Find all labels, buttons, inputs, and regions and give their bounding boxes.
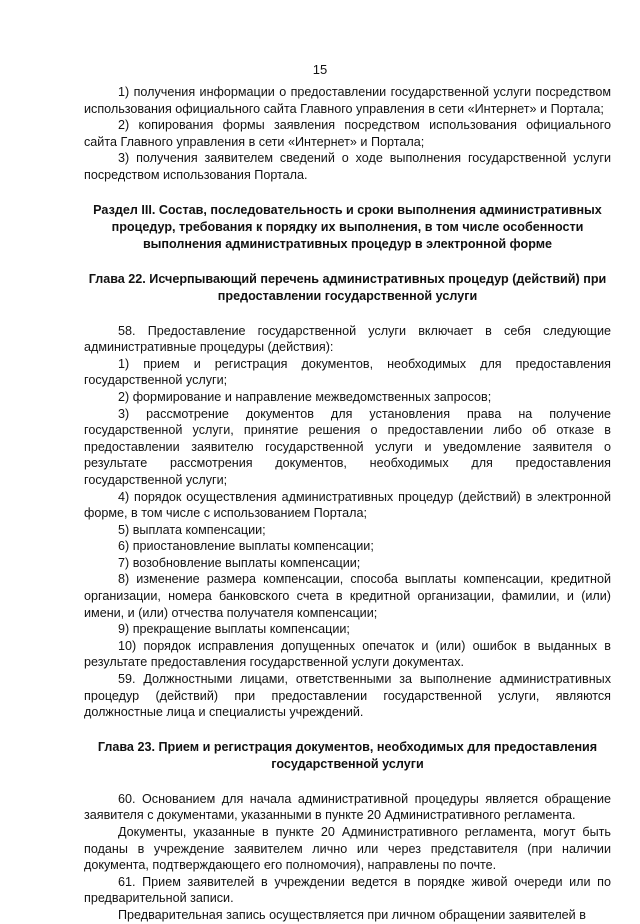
chapter-heading: Глава 22. Исчерпывающий перечень административных процедур (действий) при предоставлении государственной услуги bbox=[88, 271, 607, 303]
list-item: 9) прекращение выплаты компенсации; bbox=[118, 622, 350, 637]
list-item: 6) приостановление выплаты компенсации; bbox=[118, 539, 374, 554]
list-item: 8) изменение размера компенсации, способа выплаты компенсации, кредитной организации, номера банковского счета в кредитной организации, фамилии, и (или) имени, и (или) отчества получателя компенсации; bbox=[84, 572, 611, 620]
section-heading: Раздел III. Состав, последовательность и сроки выполнения административных процедур, требования к порядку их выполнения, в том числе особенности выполнения административных процедур в электронной форме bbox=[93, 202, 602, 251]
chapter-heading: Глава 23. Прием и регистрация документов, необходимых для предоставления государственной услуги bbox=[97, 739, 598, 771]
list-item: 7) возобновление выплаты компенсации; bbox=[118, 555, 361, 570]
list-item: 5) выплата компенсации; bbox=[118, 522, 266, 537]
paragraph: 58. Предоставление государственной услуги включает в себя следующие административные процедуры (действия): bbox=[84, 323, 611, 355]
document-body bbox=[84, 84, 611, 924]
intro-item: 3) получения заявителем сведений о ходе выполнения государственной услуги посредством использования Портала. bbox=[84, 151, 611, 182]
intro-item: 2) копирования формы заявления посредством использования официального сайта Главного управления в сети «Интернет» и Портала; bbox=[84, 118, 611, 149]
paragraph: 61. Прием заявителей в учреждении ведется в порядке живой очереди или по предварительной записи. bbox=[84, 874, 611, 906]
list-item: 10) порядок исправления допущенных опечаток и (или) ошибок в выданных в результате предоставления государственной услуги документах. bbox=[84, 638, 611, 670]
list-item: 4) порядок осуществления административных процедур (действий) в электронной форме, в том числе с использованием Портала; bbox=[84, 489, 611, 521]
page-number: 15 bbox=[312, 62, 328, 77]
paragraph: Предварительная запись осуществляется при личном обращении заявителей в bbox=[118, 907, 586, 922]
intro-item: 1) получения информации о предоставлении государственной услуги посредством использования официального сайта Главного управления в сети «Интернет» и Портала; bbox=[84, 85, 611, 116]
paragraph: Документы, указанные в пункте 20 Административного регламента, могут быть поданы в учреждение заявителем лично или через представителя (при наличии документа, подтверждающего его полномочия), направлены по почте. bbox=[84, 825, 611, 873]
list-item: 2) формирование и направление межведомственных запросов; bbox=[118, 389, 492, 404]
paragraph: 60. Основанием для начала административной процедуры является обращение заявителя с документами, указанными в пункте 20 Административного регламента. bbox=[84, 791, 611, 823]
list-item: 3) рассмотрение документов для установления права на получение государственной услуги, принятие решения о предоставлении либо об отказе в предоставлении заявителю государственной услуги и уведомление заявителя о результате рассмотрения документов, необходимых для предоставления государственной услуги; bbox=[84, 406, 611, 487]
paragraph: 59. Должностными лицами, ответственными за выполнение административных процедур (действий) при предоставлении государственной услуги, являются должностные лица и специалисты учреждений. bbox=[84, 672, 611, 720]
list-item: 1) прием и регистрация документов, необходимых для предоставления государственной услуги; bbox=[84, 356, 611, 388]
